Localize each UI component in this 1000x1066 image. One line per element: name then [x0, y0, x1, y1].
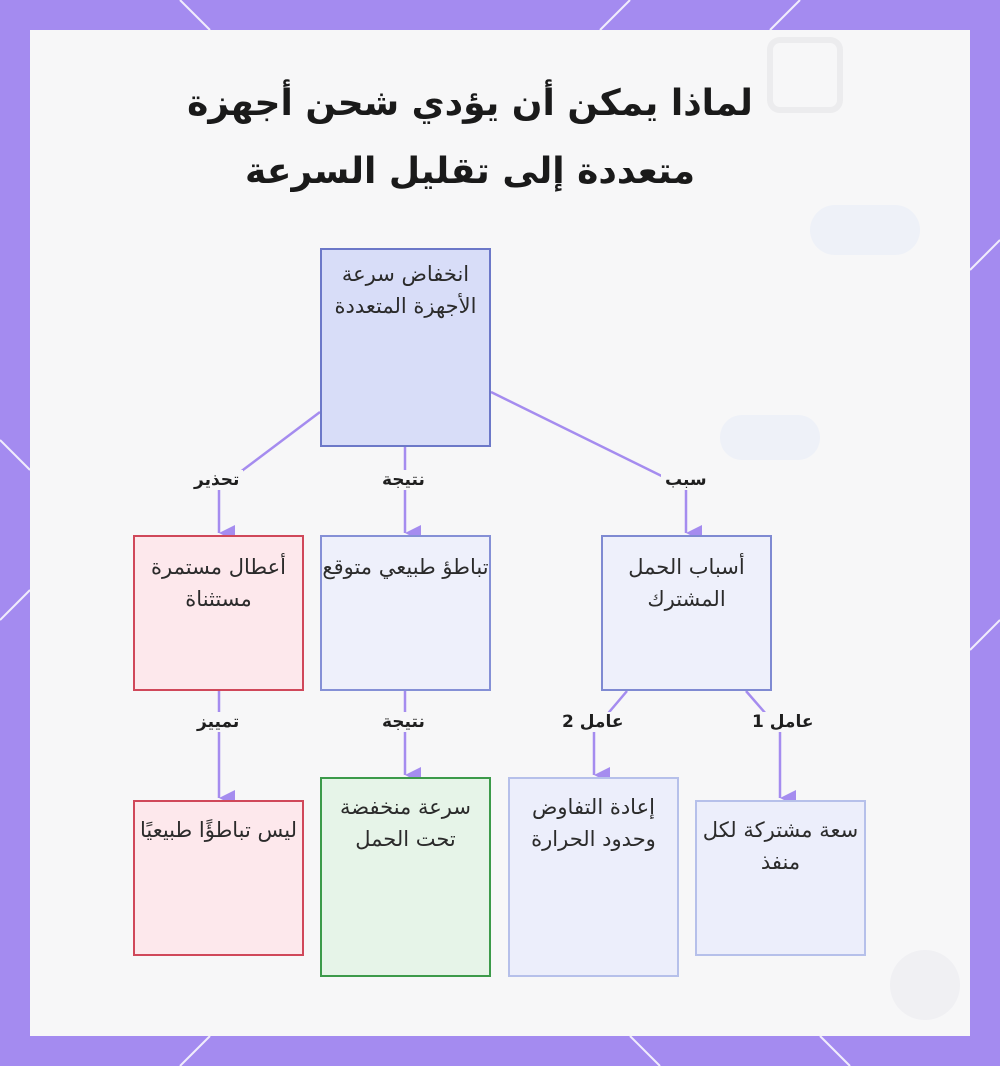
node-warning-label: أعطال مستمرة مستثناة — [151, 555, 286, 611]
node-low-speed-label: سرعة منخفضة تحت الحمل — [340, 795, 471, 851]
node-shared-load-causes — [601, 535, 772, 691]
node-natural-slowdown-label: تباطؤ طبيعي متوقع — [322, 555, 489, 579]
node-not-natural-label: ليس تباطؤًا طبيعيًا — [139, 818, 298, 842]
node-warning — [133, 535, 304, 691]
edge-label-factor-2: عامل 2 — [558, 712, 627, 732]
node-renegotiation-label: إعادة التفاوض وحدود الحرارة — [531, 795, 656, 851]
node-shared-capacity — [695, 800, 866, 956]
node-natural-slowdown — [320, 535, 491, 691]
edge-label-factor-1: عامل 1 — [748, 712, 817, 732]
edge-label-warning: تحذير — [190, 470, 243, 490]
edge-label-cause: سبب — [661, 470, 711, 490]
node-low-speed — [320, 777, 491, 977]
title-line-1: لماذا يمكن أن يؤدي شحن أجهزة — [187, 83, 753, 124]
node-shared-load-causes-label: أسباب الحمل المشترك — [628, 555, 745, 611]
edge-label-distinction: تمييز — [193, 712, 243, 732]
node-renegotiation — [508, 777, 679, 977]
node-root-label: انخفاض سرعة الأجهزة المتعددة — [334, 262, 477, 318]
node-root — [320, 248, 491, 447]
node-shared-capacity-label: سعة مشتركة لكل منفذ — [702, 818, 859, 874]
edge-label-natural: نتيجة — [378, 470, 429, 490]
diagram-title — [150, 70, 790, 206]
node-not-natural — [133, 800, 304, 956]
edge-label-result: نتيجة — [378, 712, 429, 732]
title-line-2: متعددة إلى تقليل السرعة — [245, 151, 695, 192]
